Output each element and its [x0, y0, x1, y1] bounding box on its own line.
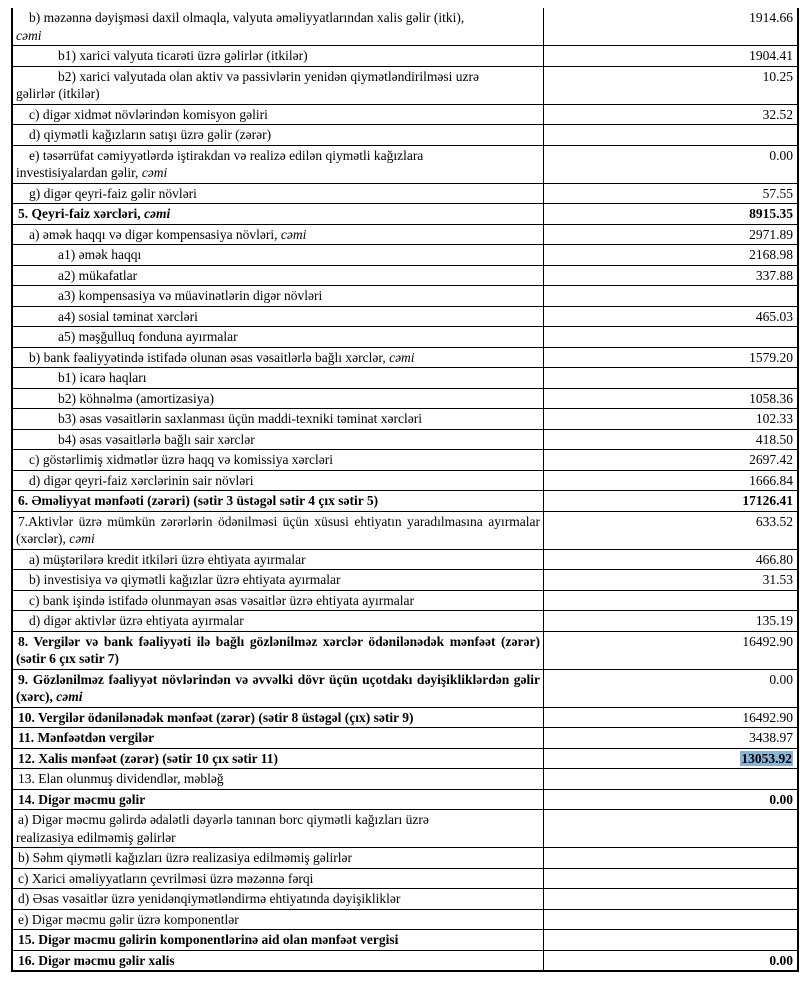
row-value-text: 16492.90 — [742, 633, 793, 649]
row-value — [544, 8, 799, 46]
row-label — [12, 930, 544, 951]
row-value — [544, 145, 799, 183]
row-label — [12, 590, 544, 611]
row-value — [544, 930, 799, 951]
row-label — [12, 224, 544, 245]
table-row — [12, 470, 798, 491]
row-value-text: 0.00 — [769, 791, 793, 807]
row-label — [12, 909, 544, 930]
row-label — [12, 810, 544, 848]
row-value-text: 17126.41 — [742, 493, 793, 508]
row-value — [544, 889, 799, 910]
row-label — [12, 104, 544, 125]
row-value — [544, 286, 799, 307]
table-row — [12, 327, 798, 348]
row-label — [12, 611, 544, 632]
row-value — [544, 810, 799, 848]
row-label-text: 13. Elan olunmuş dividendlər, məbləğ — [18, 771, 224, 786]
row-label-italic-suffix: cəmi — [280, 226, 307, 242]
row-value — [544, 669, 799, 707]
row-label — [12, 204, 544, 225]
row-value-text: 0.00 — [769, 147, 793, 163]
row-value — [544, 549, 799, 570]
table-row — [12, 388, 798, 409]
table-row — [12, 950, 798, 971]
row-value — [544, 570, 799, 591]
row-label — [12, 511, 544, 549]
row-label — [12, 889, 544, 910]
table-row — [12, 611, 798, 632]
row-value — [544, 611, 799, 632]
row-label-italic-suffix: cəmi — [144, 206, 171, 221]
row-label-text: c) bank işində istifadə olunmayan əsas vəsaitlər üzrə ehtiyata ayırmalar — [29, 592, 414, 608]
row-value — [544, 347, 799, 368]
row-label — [12, 183, 544, 204]
row-label — [12, 570, 544, 591]
row-label — [12, 950, 544, 971]
row-label-italic-suffix: cəmi — [389, 349, 415, 365]
row-value — [544, 327, 799, 348]
row-label — [12, 769, 544, 790]
row-value-text: 1579.20 — [749, 349, 793, 365]
row-value — [544, 950, 799, 971]
row-value — [544, 429, 799, 450]
table-row — [12, 450, 798, 471]
row-value — [544, 470, 799, 491]
row-value — [544, 789, 799, 810]
row-label-text: b1) xarici valyuta ticarəti üzrə gəlirlər (itkilər) — [58, 48, 308, 63]
table-row — [12, 930, 798, 951]
row-label — [12, 429, 544, 450]
row-label — [12, 368, 544, 389]
row-value-text: 31.53 — [762, 572, 793, 587]
row-value — [544, 46, 799, 67]
row-label-text: b) Səhm qiymətli kağızları üzrə realizasiya edilməmiş gəlirlər — [18, 850, 352, 865]
row-label-text: 8. Vergilər və bank fəaliyyəti ilə bağlı gözlənilməz xərclər ödənilənədək mənfəət (zərər) (sətir 6 çıx sətir 7) — [16, 633, 540, 666]
row-value — [544, 388, 799, 409]
row-value-text: 1666.84 — [749, 472, 793, 488]
row-label-text: 16. Digər məcmu gəlir xalis — [18, 952, 175, 968]
table-row — [12, 347, 798, 368]
row-label-line2: gəlirlər (itkilər) — [16, 86, 100, 101]
row-label — [12, 748, 544, 769]
row-value — [544, 409, 799, 430]
row-label — [12, 306, 544, 327]
table-row — [12, 789, 798, 810]
row-label — [12, 8, 544, 46]
table-row — [12, 491, 798, 512]
table-row — [12, 265, 798, 286]
row-label-text: b3) əsas vəsaitlərin saxlanması üçün maddi-texniki təminat xərcləri — [58, 411, 423, 426]
row-label-text: a4) sosial təminat xərcləri — [58, 308, 198, 324]
row-value — [544, 306, 799, 327]
row-label-text: a) müştərilərə kredit itkiləri üzrə ehtiyata ayırmalar — [29, 551, 306, 567]
row-label-text: b) məzənnə dəyişməsi daxil olmaqla, valyuta əməliyyatlarından xalis gəlir (itki), — [29, 10, 465, 25]
row-label — [12, 848, 544, 869]
row-value-text: 8915.35 — [749, 206, 793, 221]
table-body — [12, 8, 798, 971]
row-value-text: 57.55 — [762, 185, 793, 201]
row-label-text: b1) icarə haqları — [58, 370, 147, 385]
row-label — [12, 265, 544, 286]
row-label-line2: realizasiya edilməmiş gəlirlər — [16, 829, 176, 845]
row-label-text: b2) xarici valyutada olan aktiv və passivlərin yenidən qiymətləndirilməsi uzrə — [58, 68, 479, 84]
row-value-text: 337.88 — [755, 267, 793, 283]
table-row — [12, 104, 798, 125]
row-label — [12, 327, 544, 348]
row-value-text: 418.50 — [755, 431, 793, 447]
row-value — [544, 748, 799, 769]
row-label — [12, 491, 544, 512]
table-row — [12, 631, 798, 669]
table-row — [12, 909, 798, 930]
table-row — [12, 183, 798, 204]
row-label-text: 5. Qeyri-faiz xərcləri, — [18, 206, 141, 221]
table-row — [12, 590, 798, 611]
row-value — [544, 868, 799, 889]
row-value-text: 0.00 — [769, 952, 793, 968]
row-label-text: a2) mükafatlar — [58, 267, 138, 283]
row-label-text: 15. Digər məcmu gəlirin komponentlərinə aid olan mənfəət vergisi — [18, 932, 399, 947]
row-label — [12, 728, 544, 749]
row-value-text: 0.00 — [769, 671, 793, 687]
row-label-text: a5) məşğulluq fonduna ayırmalar — [58, 329, 238, 344]
row-label-text: a) əmək haqqı və digər kompensasiya növləri, — [29, 226, 278, 242]
row-label-text: e) təsərrüfat cəmiyyətlərdə iştirakdan və realizə edilən qiymətli kağızlara — [29, 147, 424, 163]
table-row — [12, 868, 798, 889]
row-label-italic-suffix: cəmi — [56, 689, 83, 704]
row-label-text: 6. Əməliyyat mənfəəti (zərəri) (sətir 3 üstəgəl sətir 4 çıx sətir 5) — [18, 493, 379, 508]
table-row — [12, 889, 798, 910]
row-value-text: 2697.42 — [749, 452, 793, 467]
table-row — [12, 204, 798, 225]
row-value-highlighted: 13053.92 — [741, 750, 792, 766]
row-label-italic-suffix: cəmi — [141, 165, 168, 180]
row-label-text: d) Əsas vəsaitlər üzrə yenidənqiymətləndirmə ehtiyatında dəyişikliklər — [18, 891, 401, 906]
row-label — [12, 868, 544, 889]
row-label — [12, 549, 544, 570]
table-row — [12, 306, 798, 327]
row-label-line2: investisiyalardan gəlir, — [16, 165, 139, 180]
row-value — [544, 204, 799, 225]
row-label — [12, 631, 544, 669]
table-row — [12, 286, 798, 307]
row-label — [12, 286, 544, 307]
row-label — [12, 66, 544, 104]
row-value-text: 10.25 — [762, 68, 793, 84]
row-label — [12, 347, 544, 368]
row-label-text: a1) əmək haqqı — [58, 247, 142, 262]
row-label-text: e) Digər məcmu gəlir üzrə komponentlər — [18, 911, 239, 927]
row-value — [544, 265, 799, 286]
row-label-text: 10. Vergilər ödənilənədək mənfəət (zərər) (sətir 8 üstəgəl (çıx) sətir 9) — [18, 709, 414, 725]
row-label — [12, 450, 544, 471]
row-label-text: d) digər qeyri-faiz xərclərinin sair növləri — [29, 472, 254, 488]
row-label-text: d) digər aktivlər üzrə ehtiyata ayırmalar — [29, 613, 244, 628]
financial-statement-table — [11, 8, 799, 972]
row-label-text: b4) əsas vəsaitlərlə bağlı sair xərclər — [58, 431, 255, 447]
table-row — [12, 769, 798, 790]
row-value — [544, 769, 799, 790]
row-value-text: 3438.97 — [749, 730, 793, 745]
row-value-text: 1914.66 — [749, 10, 793, 25]
row-value — [544, 66, 799, 104]
row-label — [12, 125, 544, 146]
row-value — [544, 224, 799, 245]
row-value — [544, 511, 799, 549]
row-label — [12, 470, 544, 491]
row-label-text: 14. Digər məcmu gəlir — [18, 791, 146, 807]
row-value — [544, 491, 799, 512]
row-value-text: 1058.36 — [749, 390, 793, 406]
table-row — [12, 669, 798, 707]
row-value — [544, 728, 799, 749]
table-row — [12, 245, 798, 266]
table-row — [12, 8, 798, 46]
table-row — [12, 707, 798, 728]
row-value — [544, 450, 799, 471]
row-value-text: 466.80 — [755, 551, 793, 567]
row-value-text: 2168.98 — [749, 247, 793, 262]
table-row — [12, 145, 798, 183]
row-value-text: 135.19 — [755, 613, 793, 628]
row-label — [12, 707, 544, 728]
row-value-text: 16492.90 — [742, 709, 793, 725]
row-label — [12, 789, 544, 810]
row-value — [544, 631, 799, 669]
row-value-text: 2971.89 — [749, 226, 793, 242]
row-label-text: 12. Xalis mənfəət (zərər) (sətir 10 çıx sətir 11) — [18, 750, 279, 766]
row-label-text: d) qiymətli kağızların satışı üzrə gəlir (zərər) — [29, 127, 272, 142]
row-label-italic-suffix: cəmi — [69, 531, 95, 546]
table-row — [12, 810, 798, 848]
table-row — [12, 748, 798, 769]
row-value — [544, 183, 799, 204]
table-row — [12, 125, 798, 146]
row-value-text: 633.52 — [755, 513, 793, 529]
table-row — [12, 66, 798, 104]
row-value — [544, 245, 799, 266]
row-label-text: g) digər qeyri-faiz gəlir növləri — [29, 185, 197, 201]
row-value-text: 102.33 — [755, 411, 793, 426]
row-label — [12, 669, 544, 707]
row-label-text: b) investisiya və qiymətli kağızlar üzrə ehtiyata ayırmalar — [29, 572, 341, 587]
row-label-text: a) Digər məcmu gəlirdə ədalətli dəyərlə tanınan borc qiymətli kağızları üzrə — [18, 812, 429, 827]
row-label-text: c) Xarici əməliyyatların çevrilməsi üzrə məzənnə fərqi — [18, 870, 314, 886]
table-row — [12, 429, 798, 450]
row-value-text: 1904.41 — [749, 48, 793, 63]
row-value — [544, 104, 799, 125]
row-value-text: 32.52 — [762, 106, 793, 122]
table-row — [12, 848, 798, 869]
table-row — [12, 570, 798, 591]
row-label-text: c) digər xidmət növlərindən komisyon gəliri — [29, 106, 268, 122]
row-label-text: 11. Mənfəətdən vergilər — [18, 730, 155, 745]
row-label-text: b2) köhnəlmə (amortizasiya) — [58, 390, 214, 406]
row-label-text: b) bank fəaliyyətində istifadə olunan əsas vəsaitlərlə bağlı xərclər, — [29, 349, 386, 365]
row-label — [12, 388, 544, 409]
row-value — [544, 368, 799, 389]
row-label-text: 7.Aktivlər üzrə mümkün zərərlərin ödənilməsi üçün xüsusi ehtiyatın yaradılmasına ayırmalar (xərclər), — [16, 513, 540, 546]
row-label — [12, 46, 544, 67]
row-value-text: 465.03 — [755, 308, 793, 324]
row-value — [544, 125, 799, 146]
row-label — [12, 409, 544, 430]
row-value — [544, 909, 799, 930]
table-row — [12, 728, 798, 749]
row-label-text: a3) kompensasiya və müavinətlərin digər növləri — [58, 288, 323, 303]
row-label-text: 9. Gözlənilməz fəaliyyət növlərindən və əvvəlki dövr üçün uçotdakı dəyişikliklərdən gəlir (xərc), — [16, 671, 540, 704]
row-value — [544, 848, 799, 869]
table-row — [12, 549, 798, 570]
table-row — [12, 46, 798, 67]
row-label-text: c) göstərlimiş xidmətlər üzrə haqq və komissiya xərcləri — [29, 452, 334, 467]
table-row — [12, 224, 798, 245]
row-label — [12, 245, 544, 266]
table-row — [12, 409, 798, 430]
row-label — [12, 145, 544, 183]
row-label-italic-suffix: cəmi — [16, 27, 42, 43]
row-value — [544, 707, 799, 728]
table-row — [12, 368, 798, 389]
row-value — [544, 590, 799, 611]
table-row — [12, 511, 798, 549]
